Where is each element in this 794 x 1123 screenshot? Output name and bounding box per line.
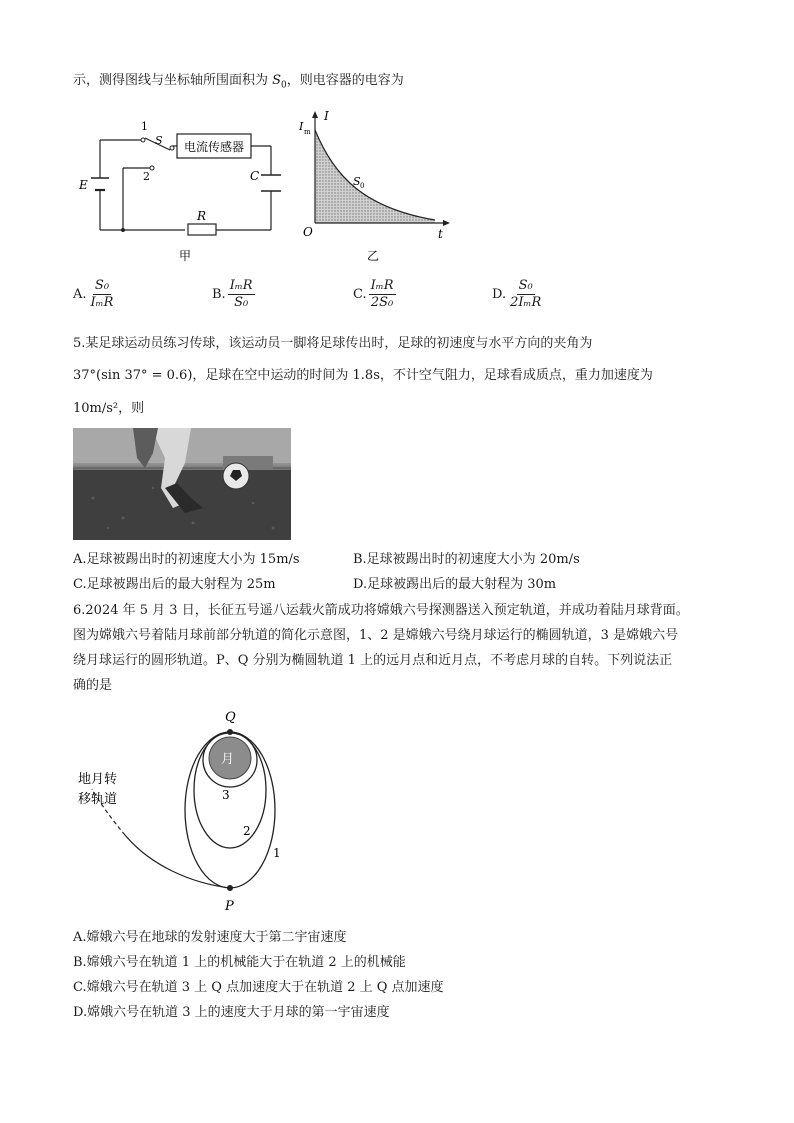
sensor-label: 电流传感器 (184, 140, 245, 154)
option-letter: D. (492, 287, 507, 302)
orbit-3-label: 3 (222, 788, 230, 802)
option-letter: A. (73, 287, 87, 302)
q4-option-d (492, 278, 543, 311)
transfer-label-1: 地月转 (78, 772, 118, 787)
transfer-label-2: 移轨道 (78, 792, 118, 807)
q6-option-a: A.嫦娥六号在地球的发射速度大于第二宇宙速度 (73, 930, 347, 945)
y-axis-label: I (324, 109, 329, 123)
terminal-1-label: 1 (141, 120, 148, 133)
q-label: Q (225, 710, 236, 725)
q5-line-1: 5.某足球运动员练习传球，该运动员一脚将足球传出时，足球的初速度与水平方向的夹角为 (73, 336, 593, 351)
area-label: S (353, 175, 361, 188)
q5-line-3: 10m/s²，则 (73, 401, 145, 416)
photo-illustration (73, 428, 291, 540)
current-time-graph (295, 108, 455, 266)
point-q (227, 729, 233, 735)
orbit-1-label: 1 (273, 846, 281, 860)
intro-line (73, 72, 404, 95)
q5-option-a: A.足球被踢出时的初速度大小为 15m/s (73, 552, 300, 567)
q6-option-d: D.嫦娥六号在轨道 3 上的速度大于月球的第一宇宙速度 (73, 1005, 390, 1020)
point-p (227, 885, 233, 891)
q4-option-b (212, 278, 255, 311)
q5-option-d: D.足球被踢出后的最大射程为 30m (353, 577, 557, 592)
area-sub: 0 (360, 182, 365, 190)
option-denominator: 2S₀ (370, 295, 394, 310)
q6-line-4: 确的是 (73, 678, 113, 693)
q6-line-1: 6.2024 年 5 月 3 日，长征五号遥八运载火箭成功将嫦娥六号探测器送入预定轨道，并成功着陆月球背面。 (73, 603, 689, 618)
intro-prefix: 示，测得图线与坐标轴所围面积为 (73, 73, 273, 88)
q6-option-c: C.嫦娥六号在轨道 3 上 Q 点加速度大于在轨道 2 上 Q 点加速度 (73, 980, 444, 995)
option-letter: B. (212, 287, 226, 302)
q6-line-3: 绕月球运行的圆形轨道。P、Q 分别为椭圆轨道 1 上的远月点和近月点，不考虑月球的自转。下列说法正 (73, 653, 673, 668)
q4-option-c (353, 278, 396, 311)
orbit-diagram (70, 705, 310, 920)
football-kick-photo (73, 428, 291, 540)
q4-option-a (73, 278, 115, 311)
x-axis-label: t (438, 227, 443, 241)
option-numerator: S₀ (518, 278, 533, 293)
intro-suffix: ，则电容器的电容为 (286, 73, 404, 88)
resistor-label: R (197, 209, 207, 223)
q6-option-b: B.嫦娥六号在轨道 1 上的机械能大于在轨道 2 上的机械能 (73, 955, 406, 970)
moon-label: 月 (221, 752, 235, 767)
option-letter: C. (353, 287, 367, 302)
intro-var: S (272, 73, 282, 88)
terminal-2-label: 2 (143, 170, 150, 183)
area-s0 (315, 130, 435, 223)
p-label: P (225, 899, 234, 914)
origin-label: O (303, 225, 313, 239)
option-numerator: IₘR (229, 278, 253, 293)
option-numerator: IₘR (370, 278, 394, 293)
capacitor-label: C (250, 169, 260, 183)
graph-caption: 乙 (367, 249, 380, 263)
circuit-caption: 甲 (179, 249, 192, 263)
q5-option-c: C.足球被踢出后的最大射程为 25m (73, 577, 276, 592)
q6-line-2: 图为嫦娥六号着陆月球前部分轨道的简化示意图，1、2 是嫦娥六号绕月球运行的椭圆轨道，3 是嫦娥六号 (73, 628, 679, 643)
option-denominator: 2IₘR (510, 295, 542, 310)
orbit-2-label: 2 (243, 824, 251, 838)
y-max-label: I (299, 120, 304, 133)
option-numerator: S₀ (94, 278, 110, 293)
intro-sub: 0 (281, 80, 287, 91)
emf-label: E (79, 178, 88, 192)
y-max-sub: m (304, 128, 311, 136)
option-denominator: IₘR (90, 295, 114, 310)
circuit-diagram (75, 110, 285, 265)
option-denominator: S₀ (234, 295, 249, 310)
switch-label: S (155, 134, 163, 147)
q5-line-2: 37°(sin 37° = 0.6)，足球在空中运动的时间为 1.8s，不计空气阻力，足球看成质点，重力加速度为 (73, 368, 653, 383)
q5-option-b: B.足球被踢出时的初速度大小为 20m/s (353, 552, 580, 567)
